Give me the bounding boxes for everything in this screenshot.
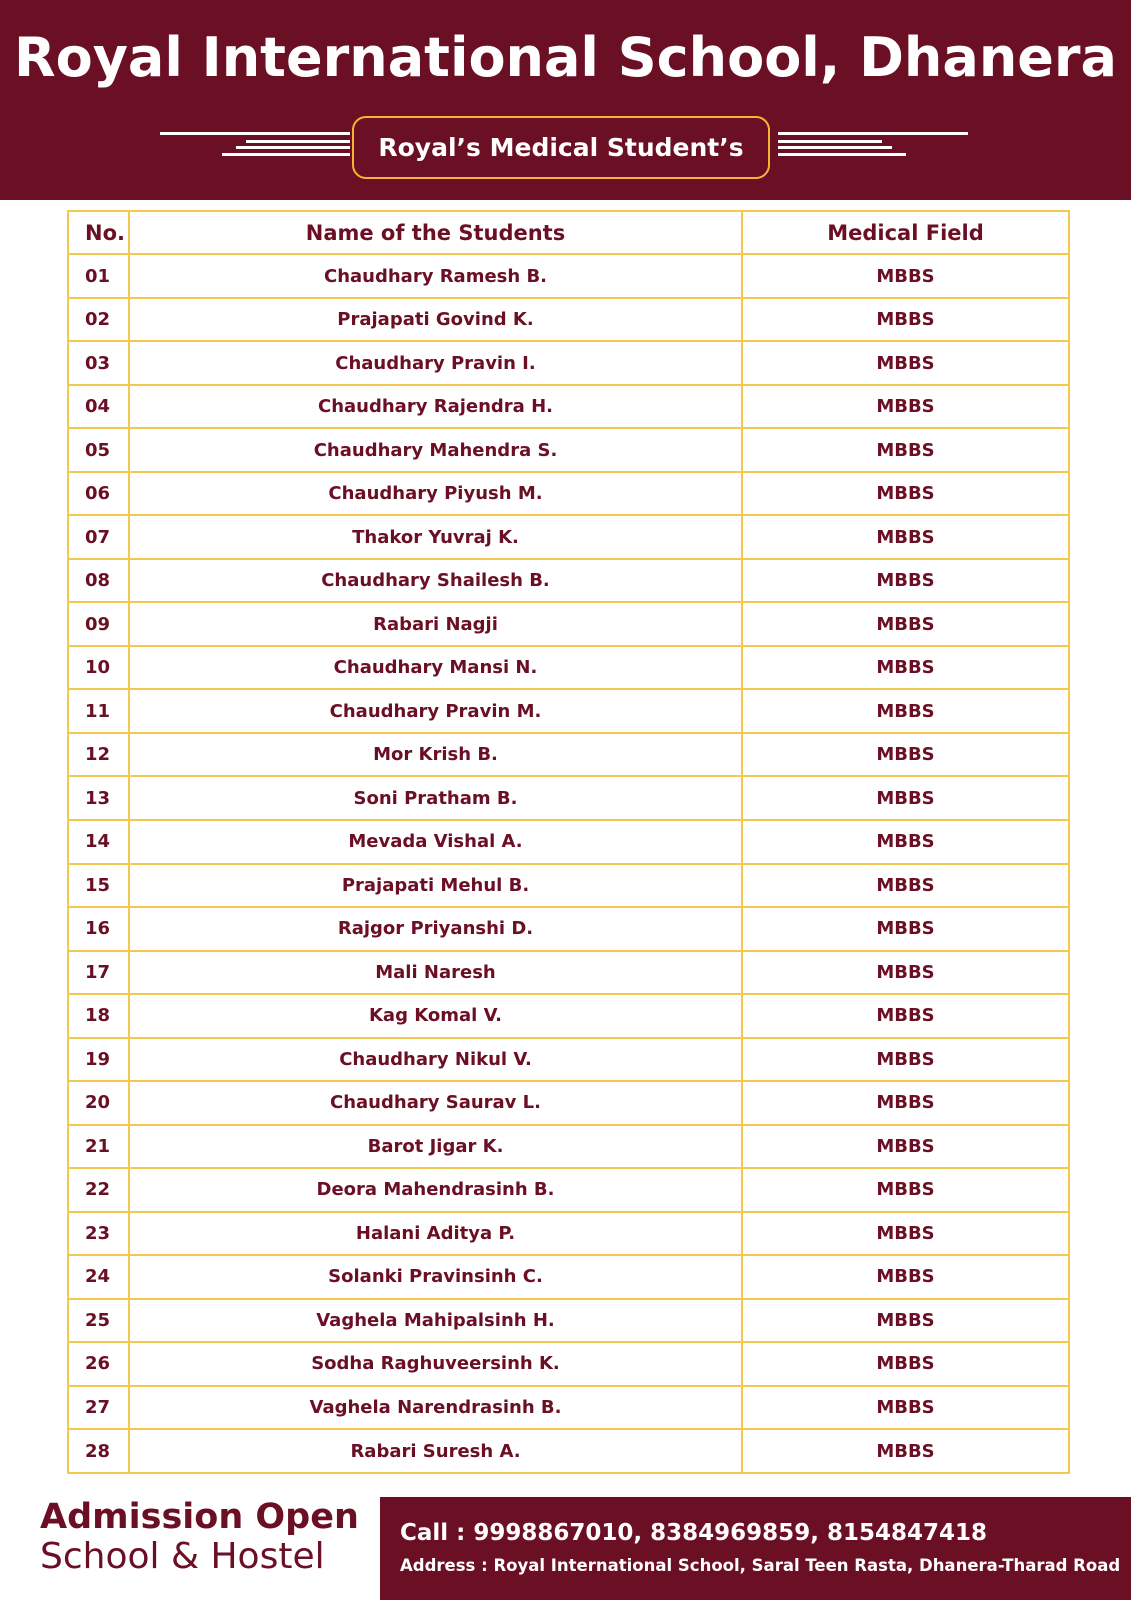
table-row (68, 559, 1069, 603)
student-name: Thakor Yuvraj K. (129, 515, 742, 559)
student-name: Chaudhary Piyush M. (129, 472, 742, 516)
table-header-row (68, 211, 1069, 254)
school-hostel-text: School & Hostel (40, 1536, 325, 1577)
student-name: Sodha Raghuveersinh K. (129, 1342, 742, 1386)
medical-field: MBBS (742, 1429, 1069, 1473)
table-row (68, 1081, 1069, 1125)
student-name: Barot Jigar K. (129, 1125, 742, 1169)
table-row (68, 1299, 1069, 1343)
students-table (67, 210, 1068, 1474)
school-title: Royal International School, Dhanera (14, 26, 1117, 89)
table-row (68, 1168, 1069, 1212)
row-number: 21 (68, 1125, 129, 1169)
row-number: 19 (68, 1038, 129, 1082)
medical-field: MBBS (742, 385, 1069, 429)
column-header-field: Medical Field (742, 211, 1069, 254)
medical-field: MBBS (742, 733, 1069, 777)
table-row (68, 951, 1069, 995)
row-number: 09 (68, 602, 129, 646)
row-number: 04 (68, 385, 129, 429)
student-name: Vaghela Mahipalsinh H. (129, 1299, 742, 1343)
row-number: 28 (68, 1429, 129, 1473)
medical-field: MBBS (742, 515, 1069, 559)
medical-field: MBBS (742, 559, 1069, 603)
table-row (68, 1125, 1069, 1169)
table-row (68, 1255, 1069, 1299)
medical-field: MBBS (742, 1342, 1069, 1386)
row-number: 02 (68, 298, 129, 342)
table-row (68, 1038, 1069, 1082)
table-body (68, 254, 1069, 1473)
row-number: 12 (68, 733, 129, 777)
medical-field: MBBS (742, 298, 1069, 342)
table-row (68, 341, 1069, 385)
table-row (68, 907, 1069, 951)
row-number: 03 (68, 341, 129, 385)
row-number: 10 (68, 646, 129, 690)
row-number: 24 (68, 1255, 129, 1299)
header-banner (0, 0, 1131, 200)
student-name: Halani Aditya P. (129, 1212, 742, 1256)
medical-field: MBBS (742, 646, 1069, 690)
row-number: 06 (68, 472, 129, 516)
table-row (68, 1386, 1069, 1430)
row-number: 23 (68, 1212, 129, 1256)
row-number: 05 (68, 428, 129, 472)
student-name: Chaudhary Shailesh B. (129, 559, 742, 603)
row-number: 13 (68, 776, 129, 820)
medical-field: MBBS (742, 1255, 1069, 1299)
student-name: Soni Pratham B. (129, 776, 742, 820)
medical-field: MBBS (742, 1168, 1069, 1212)
table-row (68, 646, 1069, 690)
row-number: 07 (68, 515, 129, 559)
subtitle-text: Royal’s Medical Student’s (378, 133, 744, 162)
column-header-name: Name of the Students (129, 211, 742, 254)
row-number: 22 (68, 1168, 129, 1212)
table-row (68, 385, 1069, 429)
medical-field: MBBS (742, 864, 1069, 908)
table-row (68, 515, 1069, 559)
medical-field: MBBS (742, 1386, 1069, 1430)
row-number: 16 (68, 907, 129, 951)
row-number: 15 (68, 864, 129, 908)
medical-field: MBBS (742, 254, 1069, 298)
row-number: 27 (68, 1386, 129, 1430)
contact-block (380, 1497, 1131, 1600)
medical-field: MBBS (742, 820, 1069, 864)
medical-field: MBBS (742, 1125, 1069, 1169)
row-number: 01 (68, 254, 129, 298)
medical-field: MBBS (742, 994, 1069, 1038)
admission-open-text: Admission Open (40, 1497, 359, 1537)
medical-field: MBBS (742, 1038, 1069, 1082)
row-number: 18 (68, 994, 129, 1038)
student-name: Deora Mahendrasinh B. (129, 1168, 742, 1212)
table-row (68, 254, 1069, 298)
table-row (68, 1212, 1069, 1256)
student-name: Prajapati Govind K. (129, 298, 742, 342)
medical-field: MBBS (742, 1212, 1069, 1256)
table-row (68, 733, 1069, 777)
medical-field: MBBS (742, 951, 1069, 995)
medical-field: MBBS (742, 602, 1069, 646)
medical-field: MBBS (742, 428, 1069, 472)
medical-field: MBBS (742, 907, 1069, 951)
student-name: Kag Komal V. (129, 994, 742, 1038)
row-number: 25 (68, 1299, 129, 1343)
student-name: Rabari Suresh A. (129, 1429, 742, 1473)
row-number: 17 (68, 951, 129, 995)
row-number: 11 (68, 689, 129, 733)
row-number: 20 (68, 1081, 129, 1125)
student-name: Chaudhary Rajendra H. (129, 385, 742, 429)
address-text: Address : Royal International School, Saral Teen Rasta, Dhanera-Tharad Road (400, 1556, 1121, 1575)
table-row (68, 1429, 1069, 1473)
decorative-lines-left (160, 132, 350, 162)
table-row (68, 472, 1069, 516)
student-name: Chaudhary Pravin I. (129, 341, 742, 385)
student-name: Mali Naresh (129, 951, 742, 995)
table-row (68, 994, 1069, 1038)
admission-block (40, 1497, 380, 1577)
table-row (68, 820, 1069, 864)
decorative-lines-right (778, 132, 968, 162)
student-name: Chaudhary Ramesh B. (129, 254, 742, 298)
medical-field: MBBS (742, 1299, 1069, 1343)
table-row (68, 428, 1069, 472)
table-row (68, 1342, 1069, 1386)
student-name: Chaudhary Nikul V. (129, 1038, 742, 1082)
call-numbers: Call : 9998867010, 8384969859, 8154847418 (400, 1520, 987, 1546)
table-row (68, 776, 1069, 820)
subtitle-badge (352, 116, 770, 179)
row-number: 14 (68, 820, 129, 864)
table-row (68, 689, 1069, 733)
student-name: Chaudhary Mansi N. (129, 646, 742, 690)
student-name: Rabari Nagji (129, 602, 742, 646)
column-header-no: No. (68, 211, 129, 254)
table-row (68, 602, 1069, 646)
student-name: Chaudhary Mahendra S. (129, 428, 742, 472)
student-name: Solanki Pravinsinh C. (129, 1255, 742, 1299)
medical-field: MBBS (742, 341, 1069, 385)
student-name: Rajgor Priyanshi D. (129, 907, 742, 951)
student-name: Mevada Vishal A. (129, 820, 742, 864)
row-number: 26 (68, 1342, 129, 1386)
row-number: 08 (68, 559, 129, 603)
student-name: Chaudhary Pravin M. (129, 689, 742, 733)
medical-field: MBBS (742, 472, 1069, 516)
medical-field: MBBS (742, 689, 1069, 733)
medical-field: MBBS (742, 1081, 1069, 1125)
table-row (68, 298, 1069, 342)
student-name: Chaudhary Saurav L. (129, 1081, 742, 1125)
medical-field: MBBS (742, 776, 1069, 820)
student-name: Prajapati Mehul B. (129, 864, 742, 908)
student-name: Vaghela Narendrasinh B. (129, 1386, 742, 1430)
student-name: Mor Krish B. (129, 733, 742, 777)
table-row (68, 864, 1069, 908)
